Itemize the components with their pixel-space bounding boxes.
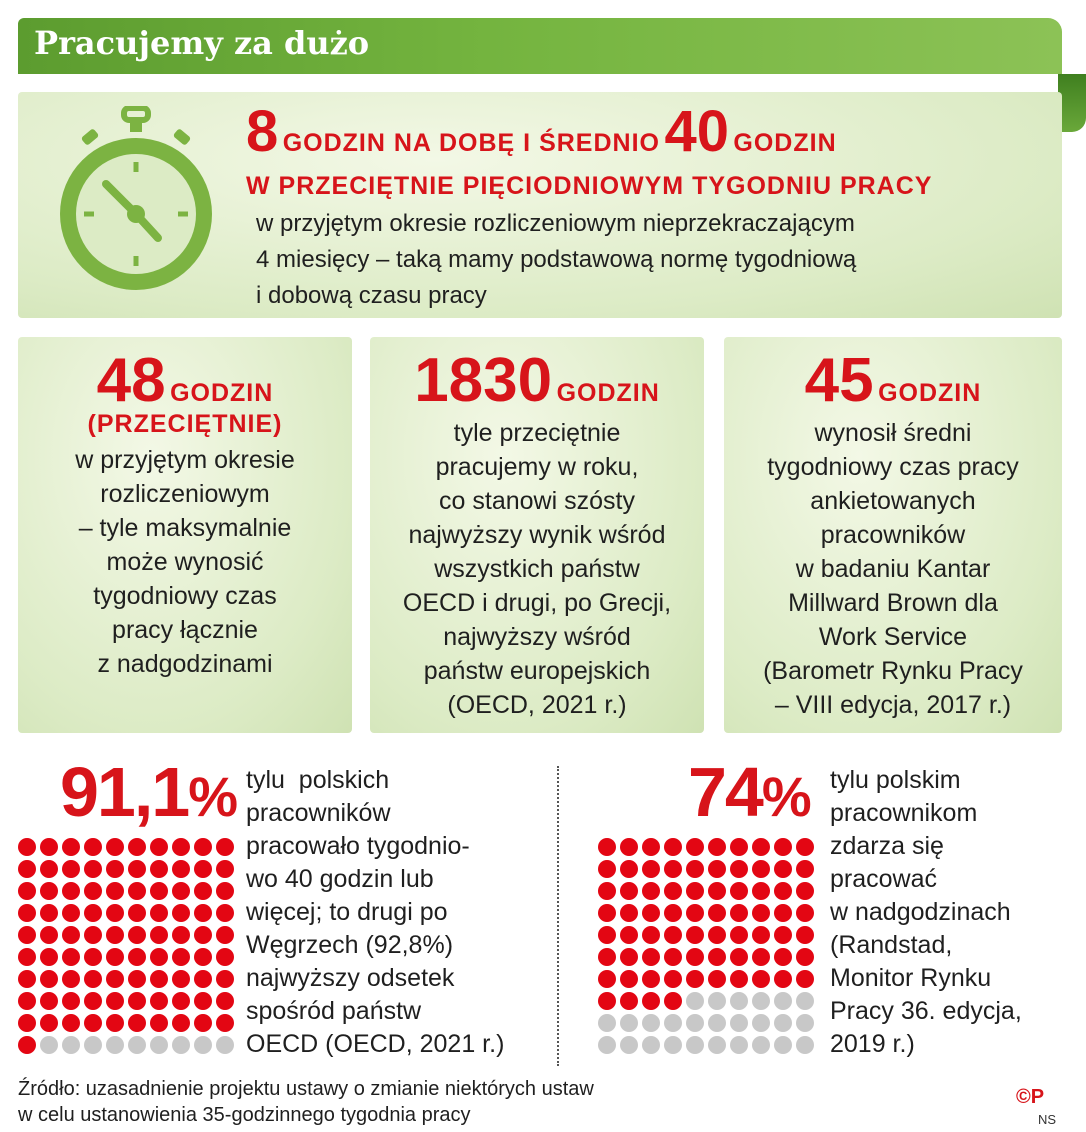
filled-dot bbox=[686, 860, 704, 878]
filled-dot bbox=[150, 992, 168, 1010]
filled-dot bbox=[620, 926, 638, 944]
hours-per-day-number: 8 bbox=[246, 99, 279, 164]
card-line: może wynosić bbox=[106, 548, 264, 576]
card-headline bbox=[724, 345, 1062, 416]
empty-dot bbox=[686, 992, 704, 1010]
filled-dot bbox=[172, 838, 190, 856]
card-unit: GODZIN bbox=[170, 379, 274, 407]
empty-dot bbox=[752, 1036, 770, 1054]
filled-dot bbox=[106, 838, 124, 856]
filled-dot bbox=[752, 904, 770, 922]
empty-dot bbox=[84, 1036, 102, 1054]
filled-dot bbox=[40, 904, 58, 922]
filled-dot bbox=[128, 860, 146, 878]
stat-line: Węgrzech (92,8%) bbox=[246, 931, 454, 959]
empty-dot bbox=[796, 1036, 814, 1054]
filled-dot bbox=[62, 926, 80, 944]
filled-dot bbox=[620, 970, 638, 988]
filled-dot bbox=[796, 904, 814, 922]
card-line: tyle przeciętnie bbox=[453, 419, 621, 447]
filled-dot bbox=[686, 838, 704, 856]
empty-dot bbox=[730, 1014, 748, 1032]
filled-dot bbox=[708, 948, 726, 966]
card-line: OECD i drugi, po Grecji, bbox=[402, 589, 672, 617]
empty-dot bbox=[664, 1014, 682, 1032]
stat-line: (Randstad, bbox=[830, 931, 953, 959]
empty-dot bbox=[598, 1036, 616, 1054]
filled-dot bbox=[642, 948, 660, 966]
author-initials: NS bbox=[1038, 1112, 1057, 1127]
empty-dot bbox=[686, 1014, 704, 1032]
stat-value: 74 bbox=[688, 753, 762, 831]
stat-line: wo 40 godzin lub bbox=[246, 865, 434, 893]
empty-dot bbox=[620, 1036, 638, 1054]
filled-dot bbox=[106, 860, 124, 878]
top-line: 4 miesięcy – taką mamy podstawową normę tygodniową bbox=[256, 246, 857, 273]
filled-dot bbox=[172, 860, 190, 878]
empty-dot bbox=[172, 1036, 190, 1054]
filled-dot bbox=[106, 992, 124, 1010]
filled-dot bbox=[150, 882, 168, 900]
card-1830-hours bbox=[370, 337, 704, 733]
filled-dot bbox=[620, 904, 638, 922]
filled-dot bbox=[598, 948, 616, 966]
card-line: co stanowi szósty bbox=[439, 487, 635, 515]
filled-dot bbox=[128, 838, 146, 856]
card-line: pracowników bbox=[820, 521, 966, 549]
card-description bbox=[724, 416, 1062, 722]
filled-dot bbox=[18, 926, 36, 944]
filled-dot bbox=[752, 970, 770, 988]
filled-dot bbox=[708, 904, 726, 922]
filled-dot bbox=[18, 1036, 36, 1054]
filled-dot bbox=[774, 860, 792, 878]
filled-dot bbox=[796, 926, 814, 944]
filled-dot bbox=[150, 1014, 168, 1032]
filled-dot bbox=[598, 904, 616, 922]
filled-dot bbox=[664, 904, 682, 922]
stat-line: więcej; to drugi po bbox=[246, 898, 448, 926]
stat-line: OECD (OECD, 2021 r.) bbox=[246, 1030, 505, 1058]
empty-dot bbox=[150, 1036, 168, 1054]
filled-dot bbox=[106, 1014, 124, 1032]
filled-dot bbox=[172, 948, 190, 966]
filled-dot bbox=[18, 948, 36, 966]
filled-dot bbox=[686, 904, 704, 922]
filled-dot bbox=[752, 926, 770, 944]
filled-dot bbox=[150, 970, 168, 988]
filled-dot bbox=[62, 860, 80, 878]
filled-dot bbox=[194, 926, 212, 944]
card-48-hours bbox=[18, 337, 352, 733]
filled-dot bbox=[730, 860, 748, 878]
card-number: 48 bbox=[96, 346, 166, 415]
empty-dot bbox=[642, 1014, 660, 1032]
filled-dot bbox=[194, 1014, 212, 1032]
filled-dot bbox=[194, 882, 212, 900]
filled-dot bbox=[194, 838, 212, 856]
filled-dot bbox=[664, 860, 682, 878]
empty-dot bbox=[774, 1014, 792, 1032]
card-45-hours bbox=[724, 337, 1062, 733]
empty-dot bbox=[796, 992, 814, 1010]
filled-dot bbox=[730, 882, 748, 900]
filled-dot bbox=[62, 970, 80, 988]
filled-dot bbox=[84, 992, 102, 1010]
page-title: Pracujemy za dużo bbox=[34, 24, 370, 62]
filled-dot bbox=[752, 882, 770, 900]
card-line: w badaniu Kantar bbox=[795, 555, 991, 583]
stat-line: najwyższy odsetek bbox=[246, 964, 455, 992]
stopwatch-icon bbox=[56, 106, 216, 306]
empty-dot bbox=[730, 1036, 748, 1054]
filled-dot bbox=[40, 970, 58, 988]
card-line: w przyjętym okresie bbox=[75, 446, 295, 474]
filled-dot bbox=[128, 926, 146, 944]
filled-dot bbox=[642, 860, 660, 878]
filled-dot bbox=[620, 838, 638, 856]
top-line: w przyjętym okresie rozliczeniowym nieprzekraczającym bbox=[256, 210, 855, 237]
filled-dot bbox=[106, 948, 124, 966]
empty-dot bbox=[752, 1014, 770, 1032]
card-line: tygodniowy czas bbox=[93, 582, 277, 610]
filled-dot bbox=[730, 926, 748, 944]
filled-dot bbox=[62, 838, 80, 856]
stat-line: 2019 r.) bbox=[830, 1030, 915, 1058]
empty-dot bbox=[620, 1014, 638, 1032]
filled-dot bbox=[40, 882, 58, 900]
card-line: ankietowanych bbox=[810, 487, 976, 515]
stat-line: zdarza się bbox=[830, 832, 944, 860]
empty-dot bbox=[664, 1036, 682, 1054]
filled-dot bbox=[128, 882, 146, 900]
publisher-logo: ©P bbox=[1016, 1086, 1045, 1108]
card-line: Work Service bbox=[818, 623, 968, 651]
stat-line: tylu polskim bbox=[830, 766, 961, 794]
filled-dot bbox=[598, 926, 616, 944]
card-line: najwyższy wynik wśród bbox=[408, 521, 666, 549]
filled-dot bbox=[598, 838, 616, 856]
filled-dot bbox=[84, 860, 102, 878]
filled-dot bbox=[774, 882, 792, 900]
stat-headline bbox=[60, 752, 238, 832]
filled-dot bbox=[730, 904, 748, 922]
top-description bbox=[256, 206, 856, 314]
stat-line: pracownikom bbox=[830, 799, 978, 827]
card-headline bbox=[18, 345, 352, 416]
filled-dot bbox=[686, 882, 704, 900]
banner-curl-decoration bbox=[1058, 74, 1086, 132]
stat-line: pracowników bbox=[246, 799, 391, 827]
filled-dot bbox=[172, 926, 190, 944]
stat-line: w nadgodzinach bbox=[830, 898, 1011, 926]
percent-dot-grid bbox=[18, 838, 238, 1058]
filled-dot bbox=[216, 904, 234, 922]
card-number: 45 bbox=[804, 346, 874, 415]
empty-dot bbox=[752, 992, 770, 1010]
card-unit: GODZIN bbox=[556, 379, 660, 407]
card-line: Millward Brown dla bbox=[788, 589, 998, 617]
filled-dot bbox=[708, 970, 726, 988]
filled-dot bbox=[40, 860, 58, 878]
filled-dot bbox=[84, 838, 102, 856]
source-line: Źródło: uzasadnienie projektu ustawy o zmianie niektórych ustaw bbox=[18, 1078, 594, 1100]
empty-dot bbox=[774, 992, 792, 1010]
filled-dot bbox=[216, 926, 234, 944]
filled-dot bbox=[752, 948, 770, 966]
card-line: tygodniowy czas pracy bbox=[767, 453, 1019, 481]
filled-dot bbox=[106, 970, 124, 988]
card-line: najwyższy wśród bbox=[443, 623, 631, 651]
source-line: w celu ustanowienia 35-godzinnego tygodnia pracy bbox=[18, 1104, 471, 1126]
percent-dot-grid bbox=[598, 838, 818, 1058]
filled-dot bbox=[216, 860, 234, 878]
filled-dot bbox=[664, 948, 682, 966]
title-banner bbox=[18, 18, 1062, 74]
card-line: rozliczeniowym bbox=[100, 480, 270, 508]
filled-dot bbox=[664, 926, 682, 944]
filled-dot bbox=[620, 882, 638, 900]
filled-dot bbox=[216, 948, 234, 966]
filled-dot bbox=[774, 838, 792, 856]
filled-dot bbox=[774, 970, 792, 988]
filled-dot bbox=[216, 970, 234, 988]
card-number: 1830 bbox=[414, 346, 553, 415]
filled-dot bbox=[128, 1014, 146, 1032]
filled-dot bbox=[796, 860, 814, 878]
filled-dot bbox=[708, 926, 726, 944]
filled-dot bbox=[172, 904, 190, 922]
filled-dot bbox=[752, 838, 770, 856]
filled-dot bbox=[620, 992, 638, 1010]
filled-dot bbox=[40, 948, 58, 966]
stat-line: tylu polskich bbox=[246, 766, 390, 794]
empty-dot bbox=[708, 1014, 726, 1032]
stat-91-percent bbox=[18, 752, 548, 1072]
filled-dot bbox=[686, 926, 704, 944]
empty-dot bbox=[796, 1014, 814, 1032]
card-line: pracujemy w roku, bbox=[435, 453, 639, 481]
dotted-divider bbox=[557, 766, 559, 1066]
filled-dot bbox=[216, 882, 234, 900]
filled-dot bbox=[62, 882, 80, 900]
filled-dot bbox=[84, 904, 102, 922]
filled-dot bbox=[62, 904, 80, 922]
filled-dot bbox=[598, 970, 616, 988]
empty-dot bbox=[40, 1036, 58, 1054]
filled-dot bbox=[642, 838, 660, 856]
empty-dot bbox=[194, 1036, 212, 1054]
headline-row bbox=[246, 98, 837, 165]
stat-line: Pracy 36. edycja, bbox=[830, 997, 1022, 1025]
filled-dot bbox=[150, 838, 168, 856]
filled-dot bbox=[40, 1014, 58, 1032]
hours-per-day-label: GODZIN NA DOBĘ I ŚREDNIO bbox=[282, 129, 660, 157]
card-line: – tyle maksymalnie bbox=[78, 514, 292, 542]
filled-dot bbox=[216, 838, 234, 856]
empty-dot bbox=[598, 1014, 616, 1032]
filled-dot bbox=[18, 860, 36, 878]
card-line: – VIII edycja, 2017 r.) bbox=[774, 691, 1012, 719]
filled-dot bbox=[194, 904, 212, 922]
filled-dot bbox=[150, 860, 168, 878]
filled-dot bbox=[128, 948, 146, 966]
filled-dot bbox=[84, 926, 102, 944]
filled-dot bbox=[752, 860, 770, 878]
hours-per-week-label: GODZIN bbox=[733, 129, 837, 157]
filled-dot bbox=[128, 970, 146, 988]
empty-dot bbox=[686, 1036, 704, 1054]
filled-dot bbox=[664, 838, 682, 856]
filled-dot bbox=[216, 992, 234, 1010]
stat-line: spośród państw bbox=[246, 997, 422, 1025]
filled-dot bbox=[18, 970, 36, 988]
filled-dot bbox=[598, 992, 616, 1010]
filled-dot bbox=[106, 904, 124, 922]
filled-dot bbox=[664, 970, 682, 988]
filled-dot bbox=[664, 882, 682, 900]
card-headline bbox=[370, 345, 704, 416]
card-line: państw europejskich bbox=[423, 657, 651, 685]
filled-dot bbox=[18, 904, 36, 922]
empty-dot bbox=[642, 1036, 660, 1054]
filled-dot bbox=[128, 904, 146, 922]
empty-dot bbox=[128, 1036, 146, 1054]
filled-dot bbox=[84, 1014, 102, 1032]
stat-line: pracowało tygodnio- bbox=[246, 832, 470, 860]
filled-dot bbox=[62, 1014, 80, 1032]
filled-dot bbox=[18, 882, 36, 900]
empty-dot bbox=[62, 1036, 80, 1054]
filled-dot bbox=[796, 948, 814, 966]
card-line: wszystkich państw bbox=[434, 555, 640, 583]
filled-dot bbox=[730, 970, 748, 988]
filled-dot bbox=[18, 1014, 36, 1032]
filled-dot bbox=[796, 970, 814, 988]
card-extra-label: (PRZECIĘTNIE) bbox=[87, 410, 283, 438]
filled-dot bbox=[106, 882, 124, 900]
filled-dot bbox=[642, 992, 660, 1010]
filled-dot bbox=[62, 948, 80, 966]
filled-dot bbox=[172, 882, 190, 900]
filled-dot bbox=[216, 1014, 234, 1032]
filled-dot bbox=[84, 970, 102, 988]
filled-dot bbox=[796, 838, 814, 856]
top-panel bbox=[18, 92, 1062, 318]
filled-dot bbox=[40, 992, 58, 1010]
filled-dot bbox=[642, 904, 660, 922]
empty-dot bbox=[774, 1036, 792, 1054]
filled-dot bbox=[774, 904, 792, 922]
filled-dot bbox=[194, 992, 212, 1010]
card-line: wynosił średni bbox=[814, 419, 972, 447]
filled-dot bbox=[194, 948, 212, 966]
stat-description bbox=[830, 764, 1022, 1061]
filled-dot bbox=[620, 948, 638, 966]
stat-line: pracować bbox=[830, 865, 937, 893]
filled-dot bbox=[172, 1014, 190, 1032]
empty-dot bbox=[730, 992, 748, 1010]
filled-dot bbox=[150, 904, 168, 922]
filled-dot bbox=[796, 882, 814, 900]
source-note bbox=[18, 1076, 594, 1128]
filled-dot bbox=[642, 926, 660, 944]
filled-dot bbox=[642, 882, 660, 900]
filled-dot bbox=[150, 948, 168, 966]
empty-dot bbox=[216, 1036, 234, 1054]
filled-dot bbox=[172, 970, 190, 988]
stat-headline bbox=[688, 752, 812, 832]
filled-dot bbox=[642, 970, 660, 988]
filled-dot bbox=[194, 860, 212, 878]
filled-dot bbox=[774, 948, 792, 966]
filled-dot bbox=[598, 860, 616, 878]
filled-dot bbox=[18, 992, 36, 1010]
card-description bbox=[370, 416, 704, 722]
top-subtitle: W PRZECIĘTNIE PIĘCIODNIOWYM TYGODNIU PRACY bbox=[246, 172, 933, 200]
percent-sign: % bbox=[761, 765, 812, 828]
filled-dot bbox=[620, 860, 638, 878]
filled-dot bbox=[40, 838, 58, 856]
filled-dot bbox=[128, 992, 146, 1010]
card-line: (OECD, 2021 r.) bbox=[447, 691, 627, 719]
stat-description bbox=[246, 764, 504, 1061]
empty-dot bbox=[708, 1036, 726, 1054]
card-line: z nadgodzinami bbox=[97, 650, 273, 678]
filled-dot bbox=[686, 948, 704, 966]
filled-dot bbox=[774, 926, 792, 944]
card-line: (Barometr Rynku Pracy bbox=[763, 657, 1023, 685]
filled-dot bbox=[84, 882, 102, 900]
hours-per-week-number: 40 bbox=[664, 99, 729, 164]
filled-dot bbox=[150, 926, 168, 944]
filled-dot bbox=[664, 992, 682, 1010]
card-line: pracy łącznie bbox=[112, 616, 258, 644]
filled-dot bbox=[172, 992, 190, 1010]
empty-dot bbox=[106, 1036, 124, 1054]
card-description bbox=[18, 443, 352, 681]
filled-dot bbox=[194, 970, 212, 988]
filled-dot bbox=[686, 970, 704, 988]
filled-dot bbox=[40, 926, 58, 944]
filled-dot bbox=[18, 838, 36, 856]
filled-dot bbox=[708, 860, 726, 878]
filled-dot bbox=[708, 838, 726, 856]
stat-74-percent bbox=[598, 752, 1068, 1072]
filled-dot bbox=[708, 882, 726, 900]
empty-dot bbox=[708, 992, 726, 1010]
filled-dot bbox=[62, 992, 80, 1010]
filled-dot bbox=[106, 926, 124, 944]
filled-dot bbox=[730, 838, 748, 856]
filled-dot bbox=[598, 882, 616, 900]
stat-value: 91,1 bbox=[60, 753, 189, 831]
percent-sign: % bbox=[188, 765, 239, 828]
filled-dot bbox=[730, 948, 748, 966]
filled-dot bbox=[84, 948, 102, 966]
card-unit: GODZIN bbox=[878, 379, 982, 407]
stat-line: Monitor Rynku bbox=[830, 964, 992, 992]
top-line: i dobową czasu pracy bbox=[256, 282, 487, 309]
